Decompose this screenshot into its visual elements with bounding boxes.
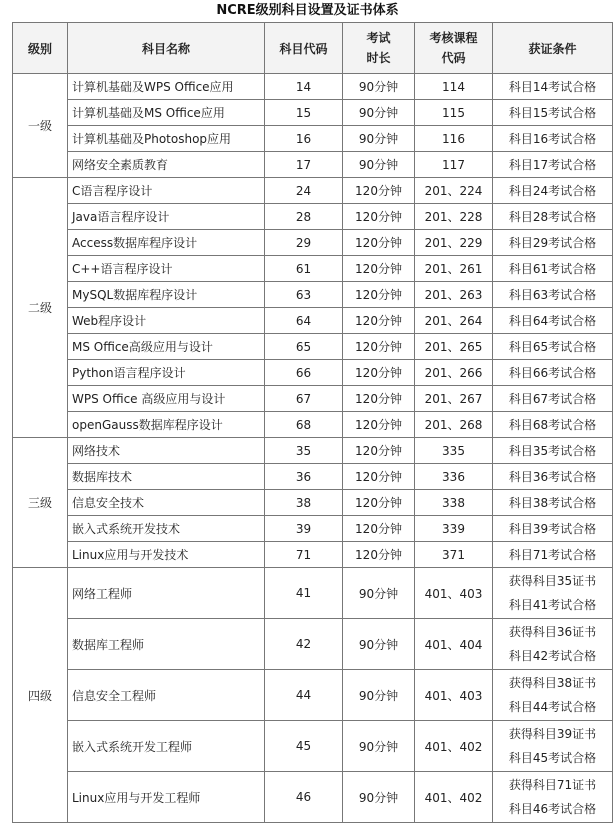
- condition-cell: [493, 230, 613, 256]
- duration-cell: 120分钟: [343, 464, 415, 490]
- header-course: [415, 23, 493, 74]
- subject-name-cell: 嵌入式系统开发技术: [68, 516, 265, 542]
- condition-line: 获得科目35证书: [508, 574, 597, 588]
- subject-code-cell: 35: [265, 438, 343, 464]
- condition-cell: [493, 334, 613, 360]
- condition-line: 科目29考试合格: [508, 235, 597, 250]
- course-code-cell: 114: [415, 74, 493, 100]
- condition-cell: [493, 438, 613, 464]
- subject-name-cell: 计算机基础及MS Office应用: [68, 100, 265, 126]
- condition-line: 科目71考试合格: [508, 547, 597, 562]
- subject-code-cell: 17: [265, 152, 343, 178]
- condition-cell: [493, 74, 613, 100]
- subject-code-cell: 63: [265, 282, 343, 308]
- subject-code-cell: 36: [265, 464, 343, 490]
- condition-line: 科目65考试合格: [508, 339, 597, 354]
- condition-line: 科目16考试合格: [508, 131, 597, 146]
- subject-code-cell: 41: [265, 568, 343, 619]
- condition-cell: [493, 619, 613, 670]
- condition-line: 获得科目39证书: [508, 727, 597, 741]
- condition-line: 科目14考试合格: [508, 79, 597, 94]
- header-condition: 获证条件: [493, 23, 613, 74]
- condition-line: 科目39考试合格: [508, 521, 597, 536]
- condition-cell: [493, 360, 613, 386]
- table-row: [13, 308, 613, 334]
- condition-cell: [493, 542, 613, 568]
- subject-code-cell: 64: [265, 308, 343, 334]
- course-code-cell: 201、267: [415, 386, 493, 412]
- course-code-cell: 201、266: [415, 360, 493, 386]
- condition-cell: [493, 204, 613, 230]
- condition-line: 科目36考试合格: [508, 469, 597, 484]
- course-code-cell: 401、402: [415, 772, 493, 823]
- subject-name-cell: 数据库工程师: [68, 619, 265, 670]
- subject-code-cell: 24: [265, 178, 343, 204]
- table-row: [13, 721, 613, 772]
- duration-cell: 90分钟: [343, 152, 415, 178]
- duration-cell: 120分钟: [343, 282, 415, 308]
- duration-cell: 90分钟: [343, 100, 415, 126]
- subject-name-cell: Web程序设计: [68, 308, 265, 334]
- subject-name-cell: 数据库技术: [68, 464, 265, 490]
- course-code-cell: 201、229: [415, 230, 493, 256]
- condition-cell: [493, 100, 613, 126]
- condition-cell: [493, 126, 613, 152]
- condition-cell: [493, 256, 613, 282]
- course-code-cell: 201、268: [415, 412, 493, 438]
- condition-line: 科目41考试合格: [508, 598, 597, 612]
- course-code-cell: 201、265: [415, 334, 493, 360]
- subject-name-cell: 网络技术: [68, 438, 265, 464]
- course-code-cell: 371: [415, 542, 493, 568]
- header-course-line1: 考核课程: [429, 31, 478, 45]
- subject-name-cell: C++语言程序设计: [68, 256, 265, 282]
- subject-name-cell: Python语言程序设计: [68, 360, 265, 386]
- condition-line: 科目67考试合格: [508, 391, 597, 406]
- subject-code-cell: 71: [265, 542, 343, 568]
- table-row: [13, 126, 613, 152]
- condition-line: 科目28考试合格: [508, 209, 597, 224]
- table-row: [13, 516, 613, 542]
- subject-name-cell: openGauss数据库程序设计: [68, 412, 265, 438]
- subject-name-cell: 网络安全素质教育: [68, 152, 265, 178]
- header-course-line2: 代码: [441, 51, 466, 65]
- duration-cell: 120分钟: [343, 412, 415, 438]
- duration-cell: 120分钟: [343, 360, 415, 386]
- subject-name-cell: MS Office高级应用与设计: [68, 334, 265, 360]
- table-row: [13, 670, 613, 721]
- subject-name-cell: 嵌入式系统开发工程师: [68, 721, 265, 772]
- condition-cell: [493, 464, 613, 490]
- duration-cell: 90分钟: [343, 619, 415, 670]
- course-code-cell: 401、403: [415, 568, 493, 619]
- condition-cell: [493, 282, 613, 308]
- subject-name-cell: Linux应用与开发工程师: [68, 772, 265, 823]
- course-code-cell: 201、264: [415, 308, 493, 334]
- duration-cell: 120分钟: [343, 178, 415, 204]
- subject-code-cell: 67: [265, 386, 343, 412]
- course-code-cell: 335: [415, 438, 493, 464]
- table-row: [13, 74, 613, 100]
- subject-code-cell: 68: [265, 412, 343, 438]
- subject-code-cell: 14: [265, 74, 343, 100]
- ncre-table: [12, 22, 613, 823]
- subject-code-cell: 66: [265, 360, 343, 386]
- header-duration: [343, 23, 415, 74]
- condition-cell: [493, 670, 613, 721]
- duration-cell: 120分钟: [343, 516, 415, 542]
- course-code-cell: 201、224: [415, 178, 493, 204]
- table-body: [13, 74, 613, 823]
- subject-name-cell: 计算机基础及Photoshop应用: [68, 126, 265, 152]
- level-cell: 三级: [13, 438, 68, 568]
- duration-cell: 120分钟: [343, 542, 415, 568]
- subject-code-cell: 46: [265, 772, 343, 823]
- table-row: [13, 230, 613, 256]
- table-row: [13, 152, 613, 178]
- subject-name-cell: Access数据库程序设计: [68, 230, 265, 256]
- condition-line: 科目63考试合格: [508, 287, 597, 302]
- duration-cell: 120分钟: [343, 334, 415, 360]
- header-level: 级别: [13, 23, 68, 74]
- condition-line: 科目35考试合格: [508, 443, 597, 458]
- course-code-cell: 339: [415, 516, 493, 542]
- condition-line: 科目66考试合格: [508, 365, 597, 380]
- subject-code-cell: 44: [265, 670, 343, 721]
- condition-line: 科目45考试合格: [508, 751, 597, 765]
- table-row: [13, 412, 613, 438]
- course-code-cell: 401、402: [415, 721, 493, 772]
- condition-cell: [493, 721, 613, 772]
- condition-line: 科目68考试合格: [508, 417, 597, 432]
- subject-code-cell: 29: [265, 230, 343, 256]
- course-code-cell: 401、403: [415, 670, 493, 721]
- duration-cell: 90分钟: [343, 74, 415, 100]
- course-code-cell: 117: [415, 152, 493, 178]
- duration-cell: 120分钟: [343, 308, 415, 334]
- table-row: [13, 282, 613, 308]
- condition-line: 科目24考试合格: [508, 183, 597, 198]
- condition-line: 科目17考试合格: [508, 157, 597, 172]
- course-code-cell: 401、404: [415, 619, 493, 670]
- table-row: [13, 334, 613, 360]
- table-row: [13, 100, 613, 126]
- condition-cell: [493, 412, 613, 438]
- table-row: [13, 772, 613, 823]
- course-code-cell: 116: [415, 126, 493, 152]
- condition-line: 科目64考试合格: [508, 313, 597, 328]
- duration-cell: 90分钟: [343, 721, 415, 772]
- level-cell: 二级: [13, 178, 68, 438]
- subject-code-cell: 38: [265, 490, 343, 516]
- subject-name-cell: 计算机基础及WPS Office应用: [68, 74, 265, 100]
- header-duration-line1: 考试: [366, 31, 391, 45]
- condition-line: 科目46考试合格: [508, 802, 597, 816]
- duration-cell: 120分钟: [343, 230, 415, 256]
- subject-code-cell: 28: [265, 204, 343, 230]
- course-code-cell: 201、263: [415, 282, 493, 308]
- duration-cell: 120分钟: [343, 438, 415, 464]
- condition-cell: [493, 568, 613, 619]
- subject-name-cell: Linux应用与开发技术: [68, 542, 265, 568]
- table-row: [13, 256, 613, 282]
- course-code-cell: 201、228: [415, 204, 493, 230]
- table-row: [13, 542, 613, 568]
- duration-cell: 90分钟: [343, 126, 415, 152]
- duration-cell: 120分钟: [343, 256, 415, 282]
- subject-code-cell: 39: [265, 516, 343, 542]
- table-header-row: [13, 23, 613, 74]
- course-code-cell: 338: [415, 490, 493, 516]
- table-row: [13, 204, 613, 230]
- subject-name-cell: 信息安全工程师: [68, 670, 265, 721]
- subject-code-cell: 16: [265, 126, 343, 152]
- condition-cell: [493, 386, 613, 412]
- condition-line: 科目42考试合格: [508, 649, 597, 663]
- course-code-cell: 201、261: [415, 256, 493, 282]
- duration-cell: 90分钟: [343, 772, 415, 823]
- condition-line: 科目15考试合格: [508, 105, 597, 120]
- level-cell: 一级: [13, 74, 68, 178]
- table-row: [13, 438, 613, 464]
- subject-code-cell: 45: [265, 721, 343, 772]
- duration-cell: 120分钟: [343, 490, 415, 516]
- duration-cell: 120分钟: [343, 386, 415, 412]
- course-code-cell: 336: [415, 464, 493, 490]
- table-row: [13, 619, 613, 670]
- header-duration-line2: 时长: [366, 51, 391, 65]
- level-cell: 四级: [13, 568, 68, 823]
- condition-line: 获得科目36证书: [508, 625, 597, 639]
- table-row: [13, 360, 613, 386]
- duration-cell: 90分钟: [343, 670, 415, 721]
- condition-line: 科目61考试合格: [508, 261, 597, 276]
- condition-cell: [493, 772, 613, 823]
- condition-line: 获得科目71证书: [508, 778, 597, 792]
- subject-name-cell: WPS Office 高级应用与设计: [68, 386, 265, 412]
- subject-name-cell: MySQL数据库程序设计: [68, 282, 265, 308]
- table-row: [13, 386, 613, 412]
- condition-cell: [493, 152, 613, 178]
- subject-name-cell: C语言程序设计: [68, 178, 265, 204]
- condition-line: 科目38考试合格: [508, 495, 597, 510]
- subject-code-cell: 65: [265, 334, 343, 360]
- header-code: 科目代码: [265, 23, 343, 74]
- table-row: [13, 178, 613, 204]
- condition-cell: [493, 308, 613, 334]
- duration-cell: 90分钟: [343, 568, 415, 619]
- condition-line: 获得科目38证书: [508, 676, 597, 690]
- subject-code-cell: 15: [265, 100, 343, 126]
- condition-cell: [493, 490, 613, 516]
- condition-cell: [493, 516, 613, 542]
- page-title: NCRE级别科目设置及证书体系: [216, 3, 399, 18]
- table-row: [13, 490, 613, 516]
- table-row: [13, 568, 613, 619]
- subject-code-cell: 42: [265, 619, 343, 670]
- subject-name-cell: 网络工程师: [68, 568, 265, 619]
- condition-line: 科目44考试合格: [508, 700, 597, 714]
- duration-cell: 120分钟: [343, 204, 415, 230]
- subject-name-cell: 信息安全技术: [68, 490, 265, 516]
- condition-cell: [493, 178, 613, 204]
- table-row: [13, 464, 613, 490]
- subject-code-cell: 61: [265, 256, 343, 282]
- course-code-cell: 115: [415, 100, 493, 126]
- header-subject: 科目名称: [68, 23, 265, 74]
- subject-name-cell: Java语言程序设计: [68, 204, 265, 230]
